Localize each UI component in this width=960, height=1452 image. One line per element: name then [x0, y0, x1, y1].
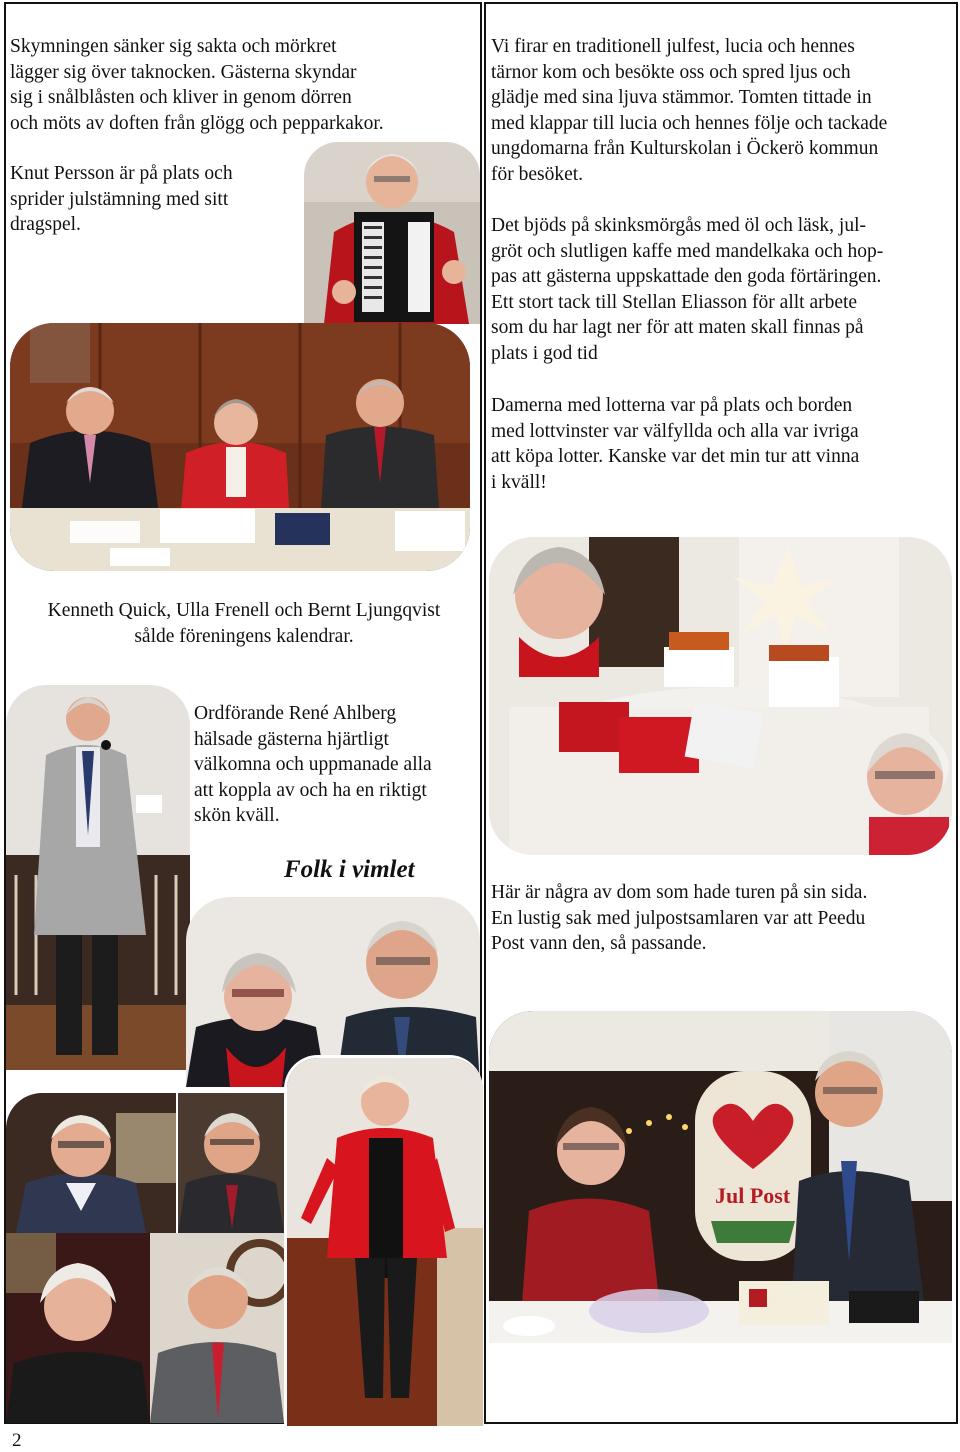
jul-post-winners-photo: [489, 1011, 952, 1343]
page-number: 2: [12, 1430, 22, 1451]
man-glasses-photo: [6, 1093, 176, 1233]
lottery-paragraph: Damerna med lotterna var på plats och borden med lottvinster var välfyllda och alla var ivriga att köpa lotter. Kanske var det min tur att vinna i kväll!: [491, 395, 860, 493]
sellers-caption: Kenneth Quick, Ulla Frenell och Bernt Ljungqvist sålde föreningens kalendrar.: [47, 600, 441, 647]
lady-in-red-photo: [284, 1055, 483, 1426]
celebration-paragraph: Vi firar en traditionell julfest, lucia och hennes tärnor kom och besökte oss och spred ljus och glädje med sina ljuva stämmor. Tomten tittade in med klappar till lucia och hennes följe och tackade ungdomarna från Kulturskolan i Öckerö kommun för besöket.: [491, 36, 888, 185]
food-paragraph: Det bjöds på skinksmörgås med öl och läsk, jul- gröt och slutligen kaffe med mandelkaka och hop- pas att gästerna uppskattade den goda förtäringen. Ett stort tack till Stellan Eliasson för allt arbete som du har lagt ner för att maten skall finnas på plats i god tid: [491, 215, 884, 364]
prize-table-photo: [489, 537, 952, 855]
calendar-sellers-photo: [10, 323, 470, 571]
intro-paragraph: Skymningen sänker sig sakta och mörkret lägger sig över taknocken. Gästerna skyndar sig i snålblåsten och kliver in genom dörren och möts av doften från glögg och pepparkakor.: [10, 36, 384, 134]
chairman-caption: Ordförande René Ahlberg hälsade gästerna hjärtligt välkomna och uppmanade alla att koppla av och ha en riktigt skön kväll.: [194, 703, 432, 827]
woman-white-hair-photo: [6, 1233, 150, 1423]
man-red-tie-photo: [150, 1233, 284, 1423]
winners-caption: Här är några av dom som hade turen på sin sida. En lustig sak med julpostsamlaren var att Peedu Post vann den, så passande.: [491, 882, 868, 955]
jul-post-banner-text: Jul Post: [715, 1183, 791, 1208]
crowd-heading: Folk i vimlet: [284, 856, 415, 883]
accordion-player-photo: [304, 142, 480, 324]
chairman-photo: [6, 685, 190, 1070]
accordion-caption: Knut Persson är på plats och sprider julstämning med sitt dragspel.: [10, 163, 233, 236]
man-laughing-photo: [178, 1093, 284, 1233]
